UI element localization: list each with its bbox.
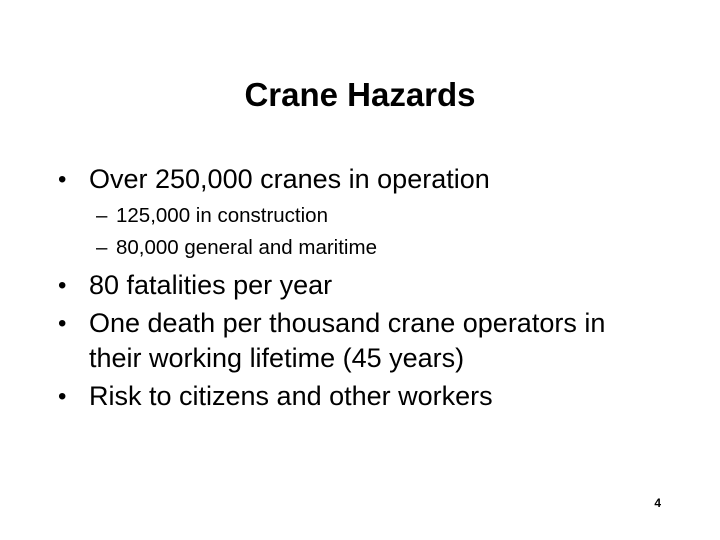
bullet-marker: • [58, 166, 67, 193]
bullet-item [56, 268, 656, 303]
bullet-text: Over 250,000 cranes in operation [89, 164, 490, 194]
sub-bullet-item [96, 200, 656, 232]
page-number: 4 [654, 496, 661, 510]
sub-bullet-marker: – [96, 236, 108, 259]
bullet-text: Risk to citizens and other workers [89, 381, 493, 411]
sub-bullet-group [56, 200, 656, 264]
bullet-text: One death per thousand crane operators in their working lifetime (45 years) [89, 308, 606, 373]
bullet-marker: • [58, 310, 67, 337]
bullet-marker: • [58, 383, 67, 410]
slide-title: Crane Hazards [244, 76, 476, 113]
bullet-item [56, 162, 656, 197]
sub-bullet-item [96, 232, 656, 264]
sub-bullet-marker: – [96, 204, 108, 227]
bullet-list [56, 162, 656, 417]
bullet-item [56, 379, 656, 414]
sub-bullet-text: 125,000 in construction [116, 204, 328, 227]
bullet-marker: • [58, 272, 67, 299]
bullet-text: 80 fatalities per year [89, 270, 333, 300]
sub-bullet-text: 80,000 general and maritime [116, 236, 377, 259]
bullet-item [56, 306, 656, 376]
sub-bullet-list [56, 200, 656, 264]
